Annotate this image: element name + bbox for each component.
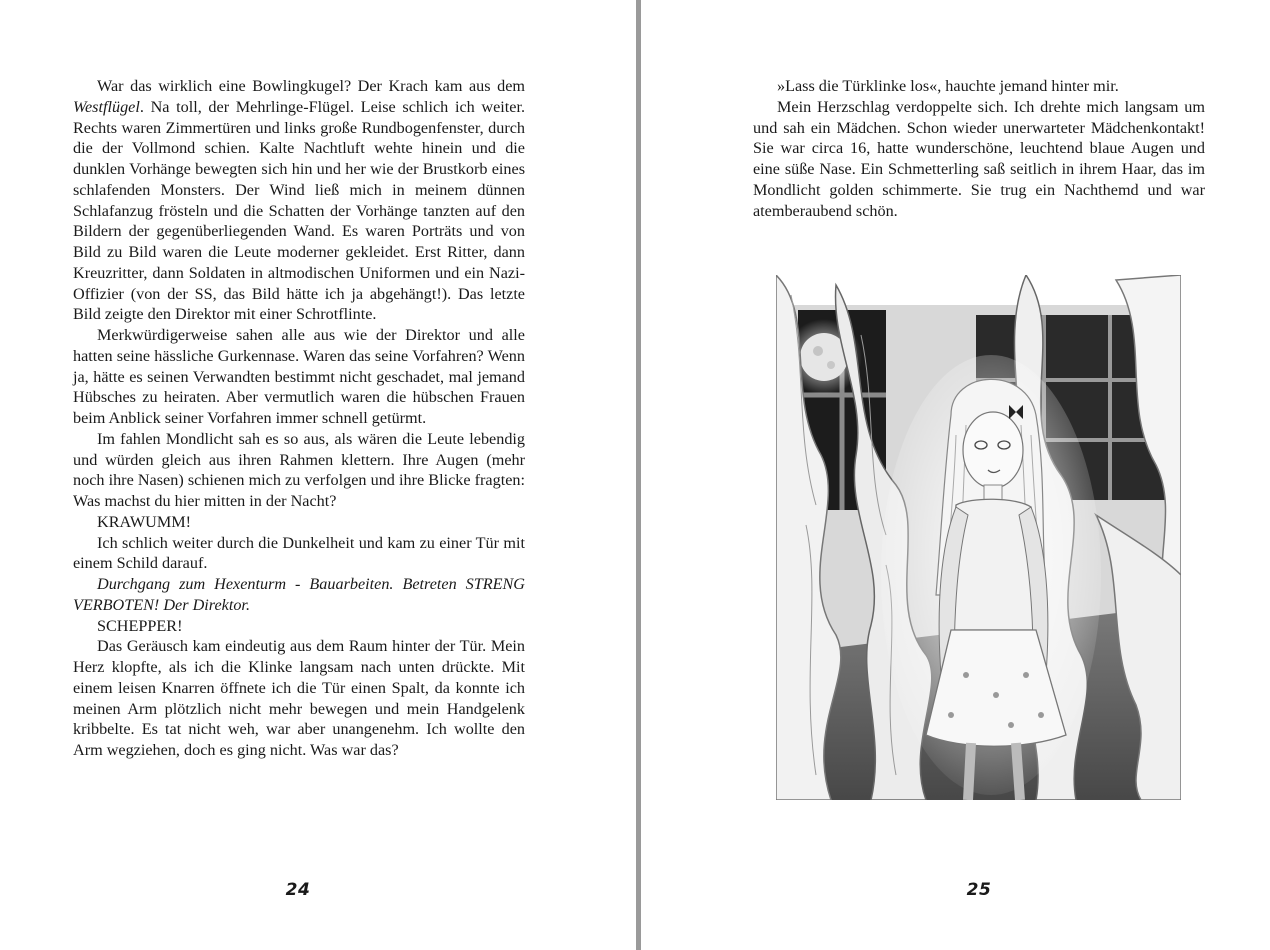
text-span: Das Geräusch kam eindeutig aus dem Raum hinter der Tür. Mein Herz klopfte, als ich die Klinke langsam nach unten drückte. Mit einem leisen Knarren öffnete ich die Tür einen Spalt, da konnte ich meinen Arm plötzlich nicht mehr bewegen und mein Handgelenk kribbelte. Es tat nicht weh, war aber unangenehm. Ich wollte den Arm wegziehen, doch es ging nicht. Was war das? (73, 637, 525, 759)
page-number-right: 25 (966, 880, 992, 900)
right-page-text (753, 76, 1205, 221)
text-span: KRAWUMM! (97, 512, 192, 531)
text-paragraph (73, 636, 525, 761)
text-paragraph (73, 429, 525, 512)
text-span: »Lass die Türklinke los«, hauchte jemand hinter mir. (777, 77, 1119, 95)
text-paragraph (753, 97, 1205, 222)
text-paragraph (73, 533, 525, 575)
text-span: Im fahlen Mondlicht sah es so aus, als wären die Leute lebendig und würden gleich aus ihren Rahmen klettern. Ihre Augen (mehr noch ihre Nasen) schienen mich zu verfolgen und ihre Blicke fragten: Was machst du hier mitten in der Nacht? (73, 429, 525, 510)
text-paragraph (73, 76, 525, 325)
text-paragraph (73, 325, 525, 429)
left-page-text (73, 76, 525, 761)
text-span: Ich schlich weiter durch die Dunkelheit und kam zu einer Tür mit einem Schild darauf. (73, 533, 525, 573)
italic-text-span: Durchgang zum Hexenturm - Bauarbeiten. Betreten STRENG VERBOTEN! Der Direktor. (73, 575, 525, 614)
girl-at-moonlit-window-illustration (776, 275, 1181, 800)
text-span: Mein Herzschlag verdoppelte sich. Ich drehte mich langsam um und sah ein Mädchen. Schon wieder unerwarteter Mädchenkontakt! Sie war circa 16, hatte wunderschöne, leuchtend blaue Augen und eine süße Nase. Ein Schmetterling saß seitlich in ihrem Haar, das im Mondlicht golden schimmerte. Sie trug ein Nachthemd und war atemberaubend schön. (753, 97, 1205, 220)
text-paragraph (73, 574, 525, 616)
text-span: SCHEPPER! (97, 616, 183, 635)
page-number-left: 24 (285, 880, 311, 900)
text-paragraph (73, 616, 525, 637)
text-span: Merkwürdigerweise sahen alle aus wie der Direktor und alle hatten seine hässliche Gurkennase. Waren das seine Vorfahren? Wenn ja, hätte es seinen Verwandten bestimmt nicht geschadet, mal jemand Hübsches zu heiraten. Aber vermutlich waren die hübschen Frauen beim Anblick seiner Vorfahren immer schnell getürmt. (73, 326, 525, 427)
italic-text-span: Westflügel (73, 97, 140, 116)
right-page (641, 0, 1270, 950)
text-paragraph (753, 76, 1205, 97)
text-span: War das wirklich eine Bowlingkugel? Der Krach kam aus dem (97, 77, 525, 95)
text-span: . Na toll, der Mehrlinge-Flügel. Leise schlich ich weiter. Rechts waren Zimmertüren und links große Rundbogenfenster, durch die der Vollmond schien. Kalte Nachtluft wehte hinein und die dunklen Vorhänge bewegten sich hin und her wie der Brustkorb eines schlafenden Monsters. Der Wind ließ mich in meinem dünnen Schlafanzug frösteln und die Schatten der Vorhänge tanzten auf den Bildern der gegenüberliegenden Wand. Es waren Porträts und von Bild zu Bild waren die Leute moderner gekleidet. Erst Ritter, dann Kreuzritter, dann Soldaten in altmodischen Uniformen und ein Nazi-Offizier (von der SS, das Bild hätte ich ja abgehängt!). Das letzte Bild zeigte den Direktor mit einer Schrotflinte. (73, 97, 525, 324)
text-paragraph (73, 512, 525, 533)
